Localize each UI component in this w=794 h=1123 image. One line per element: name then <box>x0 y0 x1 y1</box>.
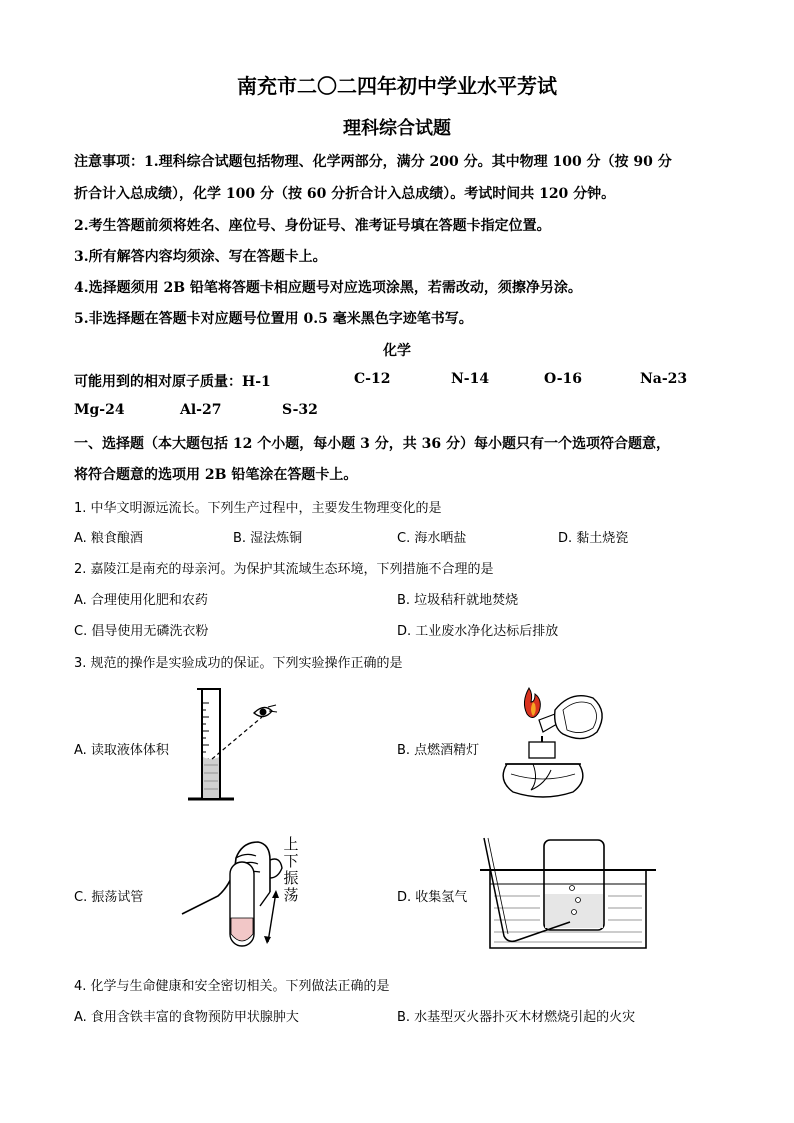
q2-option-d: D. 工业废水净化达标后排放 <box>397 624 559 639</box>
q3-option-d: D. 收集氢气 <box>397 890 468 905</box>
graduated-cylinder-figure <box>180 683 280 805</box>
q4-stem: 4. 化学与生命健康和安全密切相关。下列做法正确的是 <box>74 979 390 994</box>
section-chemistry: 化学 <box>383 343 411 359</box>
page-subtitle: 理科综合试题 <box>343 118 451 139</box>
q3-option-a: A. 读取液体体积 <box>74 743 169 758</box>
q3-stem: 3. 规范的操作是实验成功的保证。下列实验操作正确的是 <box>74 656 403 671</box>
q4-option-a: A. 食用含铁丰富的食物预防甲状腺肿大 <box>74 1010 299 1025</box>
notice-item-4: 4.选择题须用 2B 铅笔将答题卡相应题号对应选项涂黑，若需改动，须擦净另涂。 <box>74 280 582 296</box>
q1-option-b: B. 湿法炼铜 <box>233 531 303 546</box>
q4-option-b: B. 水基型灭火器扑灭木材燃烧引起的火灾 <box>397 1010 636 1025</box>
q2-option-a: A. 合理使用化肥和农药 <box>74 593 208 608</box>
part1-instruction-2: 将符合题意的选项用 2B 铅笔涂在答题卡上。 <box>74 467 358 483</box>
notice-item-5: 5.非选择题在答题卡对应题号位置用 0.5 毫米黑色字迹笔书写。 <box>74 311 473 327</box>
q1-option-d: D. 黏土烧瓷 <box>558 531 629 546</box>
atomic-mass-s: S-32 <box>282 402 318 418</box>
alcohol-lamp-figure <box>493 680 613 804</box>
q1-option-a: A. 粮食酿酒 <box>74 531 143 546</box>
page-title: 南充市二〇二四年初中学业水平芳试 <box>237 74 557 98</box>
shake-label: 上下振荡 <box>283 835 299 904</box>
q1-option-c: C. 海水晒盐 <box>397 531 467 546</box>
atomic-mass-o: O-16 <box>544 371 583 387</box>
part1-instruction-1: 一、选择题（本大题包括 12 个小题，每小题 3 分，共 36 分）每小题只有一个选项符合题意， <box>74 436 670 452</box>
notice-item-2: 2.考生答题前须将姓名、座位号、身份证号、准考证号填在答题卡指定位置。 <box>74 218 551 234</box>
q2-option-b: B. 垃圾秸秆就地焚烧 <box>397 593 519 608</box>
notice-line-1: 注意事项：1.理科综合试题包括物理、化学两部分，满分 200 分。其中物理 100 分（按 90 分 <box>74 154 672 170</box>
q2-option-c: C. 倡导使用无磷洗衣粉 <box>74 624 209 639</box>
notice-line-2: 折合计入总成绩），化学 100 分（按 60 分折合计入总成绩）。考试时间共 120 分钟。 <box>74 186 616 202</box>
atomic-mass-al: Al-27 <box>180 402 222 418</box>
notice-item-3: 3.所有解答内容均须涂、写在答题卡上。 <box>74 249 327 265</box>
test-tube-shaking-figure <box>178 832 338 950</box>
atomic-mass-n: N-14 <box>451 371 490 387</box>
q3-option-b: B. 点燃酒精灯 <box>397 743 480 758</box>
q2-stem: 2. 嘉陵江是南充的母亲河。为保护其流域生态环境，下列措施不合理的是 <box>74 562 494 577</box>
q1-stem: 1. 中华文明源远流长。下列生产过程中，主要发生物理变化的是 <box>74 501 442 516</box>
atomic-mass-na: Na-23 <box>640 371 688 387</box>
q3-option-c: C. 振荡试管 <box>74 890 144 905</box>
atomic-mass-c: C-12 <box>354 371 391 387</box>
atomic-mass-label: 可能用到的相对原子质量：H-1 <box>74 374 271 390</box>
gas-collection-figure <box>474 836 660 954</box>
atomic-mass-mg: Mg-24 <box>74 402 125 418</box>
